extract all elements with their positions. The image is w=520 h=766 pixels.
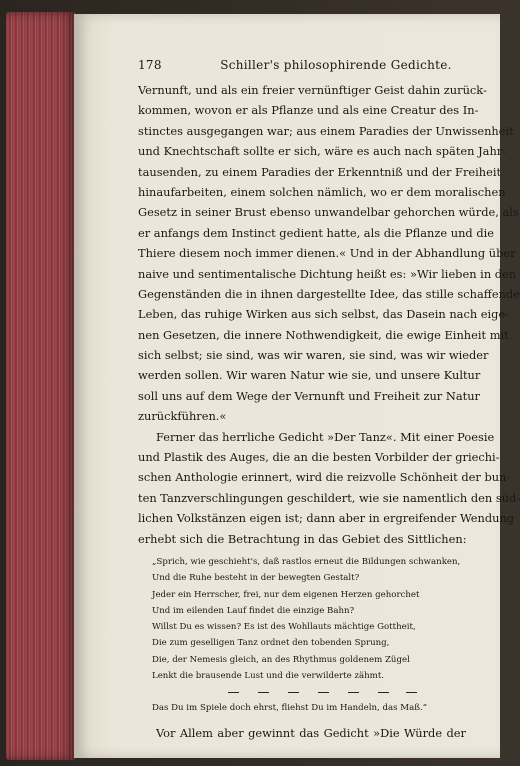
text-line: sich selbst; sie sind, was wir waren, sie sind, was wir wieder [138,348,489,363]
body-text [138,80,520,743]
text-line: stinctes ausgegangen war; aus einem Paradies der Unwissenheit [138,123,514,138]
poem-line: Willst Du es wissen? Es ist des Wohllauts mächtige Gottheit, [152,622,416,633]
text-line: schen Anthologie erinnert, wird die reizvolle Schönheit der bun- [138,470,511,485]
text-line: naive und sentimentalische Dichtung heißt es: »Wir lieben in den [138,266,517,281]
text-line: Vor Allem aber gewinnt das Gedicht »Die Würde der [156,725,466,740]
poem-quote [138,554,462,717]
text-line: und Plastik des Auges, die an die besten Vorbilder der griechi- [138,450,500,465]
dash [288,692,299,693]
dash [406,692,417,693]
dash [348,692,359,693]
poem-line: Und die Ruhe besteht in der bewegten Gestalt? [152,573,360,584]
text-line: Thiere diesem noch immer dienen.« Und in der Abhandlung über [138,246,516,261]
text-line: ten Tanzverschlingungen geschildert, wie sie namentlich den süd- [138,490,520,505]
book-page-edges [6,12,76,760]
text-line: zurückführen.« [138,409,227,424]
text-line: soll uns auf dem Wege der Vernunft und Freiheit zur Natur [138,388,480,403]
text-line: Leben, das ruhige Wirken aus sich selbst, das Dasein nach eige- [138,307,510,322]
text-line: und Knechtschaft sollte er sich, wäre es auch nach späten Jahr- [138,144,507,159]
paragraph-3 [138,723,466,743]
text-line: Gesetz in seiner Brust ebenso unwandelbar gehorchen würde, als [138,205,519,220]
poem-line: Die, der Nemesis gleich, an des Rhythmus goldenem Zügel [152,654,410,665]
text-line: Gegenständen die in ihnen dargestellte Idee, das stille schaffende [138,286,520,301]
text-line: er anfangs dem Instinct gedient hatte, als die Pflanze und die [138,225,495,240]
running-title: Schiller's philosophirende Gedichte. [220,58,452,72]
paragraph-2 [138,427,520,549]
poem-line: Die zum geselligen Tanz ordnet den tobenden Sprung, [152,638,390,649]
omission-dashes [228,684,418,700]
text-line: erhebt sich die Betrachtung in das Gebiet des Sittlichen: [138,531,467,546]
text-line: hinaufarbeiten, einem solchen nämlich, wo er dem moralischen [138,184,506,199]
book-page [74,14,520,758]
poem-line: „Sprich, wie geschieht's, daß rastlos erneut die Bildungen schwanken, [152,556,461,567]
text-line: tausenden, zu einem Paradies der Erkenntniß und der Freiheit [138,164,502,179]
text-line: Vernunft, und als ein freier vernünftiger Geist dahin zurück- [138,83,487,97]
dash [318,692,329,693]
poem-line: Das Du im Spiele doch ehrst, fliehst Du im Handeln, das Maß.“ [152,703,428,714]
text-line: kommen, wovon er als Pflanze und als eine Creatur des In- [138,103,479,118]
poem-line: Lenkt die brausende Lust und die verwilderte zähmt. [152,671,384,682]
dash [228,692,239,693]
text-line: Ferner das herrliche Gedicht »Der Tanz«. Mit einer Poesie [156,429,495,444]
page-number: 178 [138,58,162,72]
dash [378,692,389,693]
text-line: lichen Volkstänzen eigen ist; dann aber in ergreifender Wendung [138,511,515,526]
text-line: nen Gesetzen, die innere Nothwendigkeit, die ewige Einheit mit [138,327,509,342]
poem-line: Jeder ein Herrscher, frei, nur dem eigenen Herzen gehorchet [152,589,420,600]
poem-line: Und im eilenden Lauf findet die einzige Bahn? [152,605,355,616]
paragraph-1 [138,80,520,427]
text-line: werden sollen. Wir waren Natur wie sie, und unsere Kultur [138,368,481,383]
dash [258,692,269,693]
